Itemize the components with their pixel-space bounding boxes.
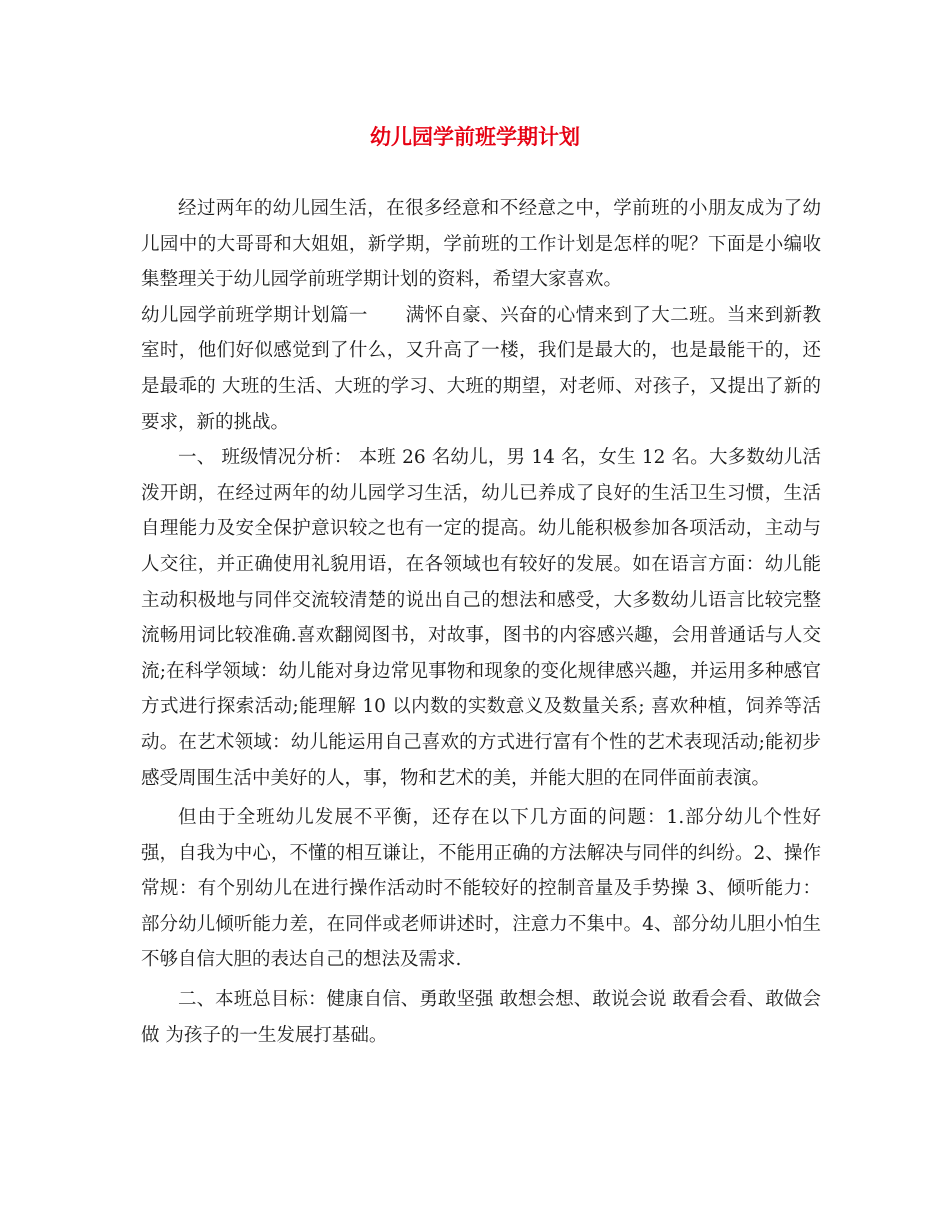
paragraph-problems: 但由于全班幼儿发展不平衡，还存在以下几方面的问题：1.部分幼儿个性好强，自我为中心，不懂的相互谦让，不能用正确的方法解决与同伴的纠纷。2、操作常规：有个别幼儿在进行操作活动时不能较好的控制音量及手势操 3、倾听能力：部分幼儿倾听能力差，在同伴或老师讲述时，注意力不集中。4、部分幼儿胆小怕生不够自信大胆的表达自己的想法及需求. <box>141 807 821 971</box>
paragraph-intro: 经过两年的幼儿园生活，在很多经意和不经意之中，学前班的小朋友成为了幼儿园中的大哥哥和大姐姐，新学期，学前班的工作计划是怎样的呢？下面是小编收集整理关于幼儿园学前班学期计划的资料，希望大家喜欢。 <box>141 198 821 291</box>
paragraph-section-one: 幼儿园学前班学期计划篇一 满怀自豪、兴奋的心情来到了大二班。当来到新教室时，他们好似感觉到了什么，又升高了一楼，我们是最大的，也是最能干的，还是最乖的 大班的生活、大班的学习、大班的期望，对老师、对孩子，又提出了新的要求，新的挑战。 <box>141 304 821 433</box>
paragraph-class-analysis: 一、 班级情况分析： 本班 26 名幼儿，男 14 名，女生 12 名。大多数幼儿活泼开朗，在经过两年的幼儿园学习生活，幼儿已养成了良好的生活卫生习惯，生活自理能力及安全保护意识较之也有一定的提高。幼儿能积极参加各项活动，主动与人交往，并正确使用礼貌用语，在各领域也有较好的发展。如在语言方面：幼儿能主动积极地与同伴交流较清楚的说出自己的想法和感受，大多数幼儿语言比较完整流畅用词比较准确.喜欢翻阅图书，对故事，图书的内容感兴趣，会用普通话与人交流;在科学领域：幼儿能对身边常见事物和现象的变化规律感兴趣，并运用多种感官方式进行探索活动;能理解 10 以内数的实数意义及数量关系; 喜欢种植，饲养等活动。在艺术领域：幼儿能运用自己喜欢的方式进行富有个性的艺术表现活动;能初步感受周围生活中美好的人，事，物和艺术的美，并能大胆的在同伴面前表演。 <box>141 447 821 789</box>
paragraph-overall-goal: 二、本班总目标：健康自信、勇敢坚强 敢想会想、敢说会说 敢看会看、敢做会做 为孩子的一生发展打基础。 <box>141 989 821 1046</box>
document-body <box>141 191 821 1053</box>
document-title: 幼儿园学前班学期计划 <box>370 124 580 149</box>
